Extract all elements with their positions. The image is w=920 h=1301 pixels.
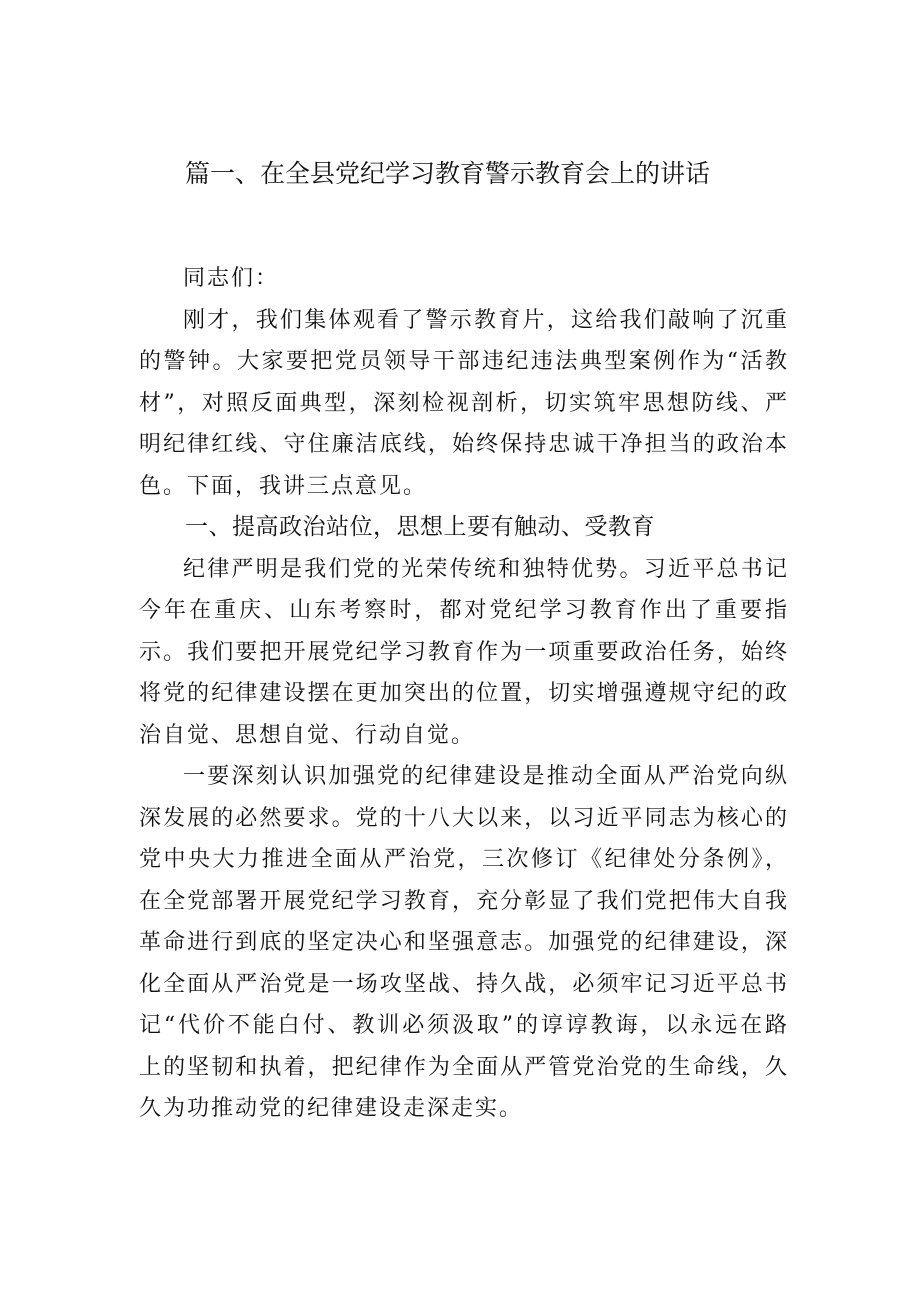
document-body <box>139 258 789 1130</box>
salutation: 同志们： <box>183 266 280 291</box>
section-1-paragraph-2: 一要深刻认识加强党的纪律建设是推动全面从严治党向纵深发展的必然要求。党的十八大以来，以习近平同志为核心的党中央大力推进全面从严治党，三次修订《纪律处分条例》，在全党部署开展党纪学习教育，充分彰显了我们党把伟大自我革命进行到底的坚定决心和坚强意志。加强党的纪律建设，深化全面从严治党是一场攻坚战、持久战，必须牢记习近平总书记“代价不能白付、教训必须汲取”的谆谆教诲，以永远在路上的坚韧和执着，把纪律作为全面从严管党治党的生命线，久久为功推动党的纪律建设走深走实。 <box>139 764 789 1121</box>
section-heading-1: 一、提高政治站位，思想上要有触动、受教育 <box>185 514 655 540</box>
document-title: 篇一、在全县党纪学习教育警示教育会上的讲话 <box>185 159 711 188</box>
section-1-paragraph-1: 纪律严明是我们党的光荣传统和独特优势。习近平总书记今年在重庆、山东考察时，都对党纪学习教育作出了重要指示。我们要把开展党纪学习教育作为一项重要政治任务，始终将党的纪律建设摆在更加突出的位置，切实增强遵规守纪的政治自觉、思想自觉、行动自觉。 <box>139 556 789 748</box>
intro-paragraph: 刚才，我们集体观看了警示教育片，这给我们敲响了沉重的警钟。大家要把党员领导干部违纪违法典型案例作为“活教材”，对照反面典型，深刻检视剖析，切实筑牢思想防线、严明纪律红线、守住廉洁底线，始终保持忠诚干净担当的政治本色。下面，我讲三点意见。 <box>139 307 789 499</box>
